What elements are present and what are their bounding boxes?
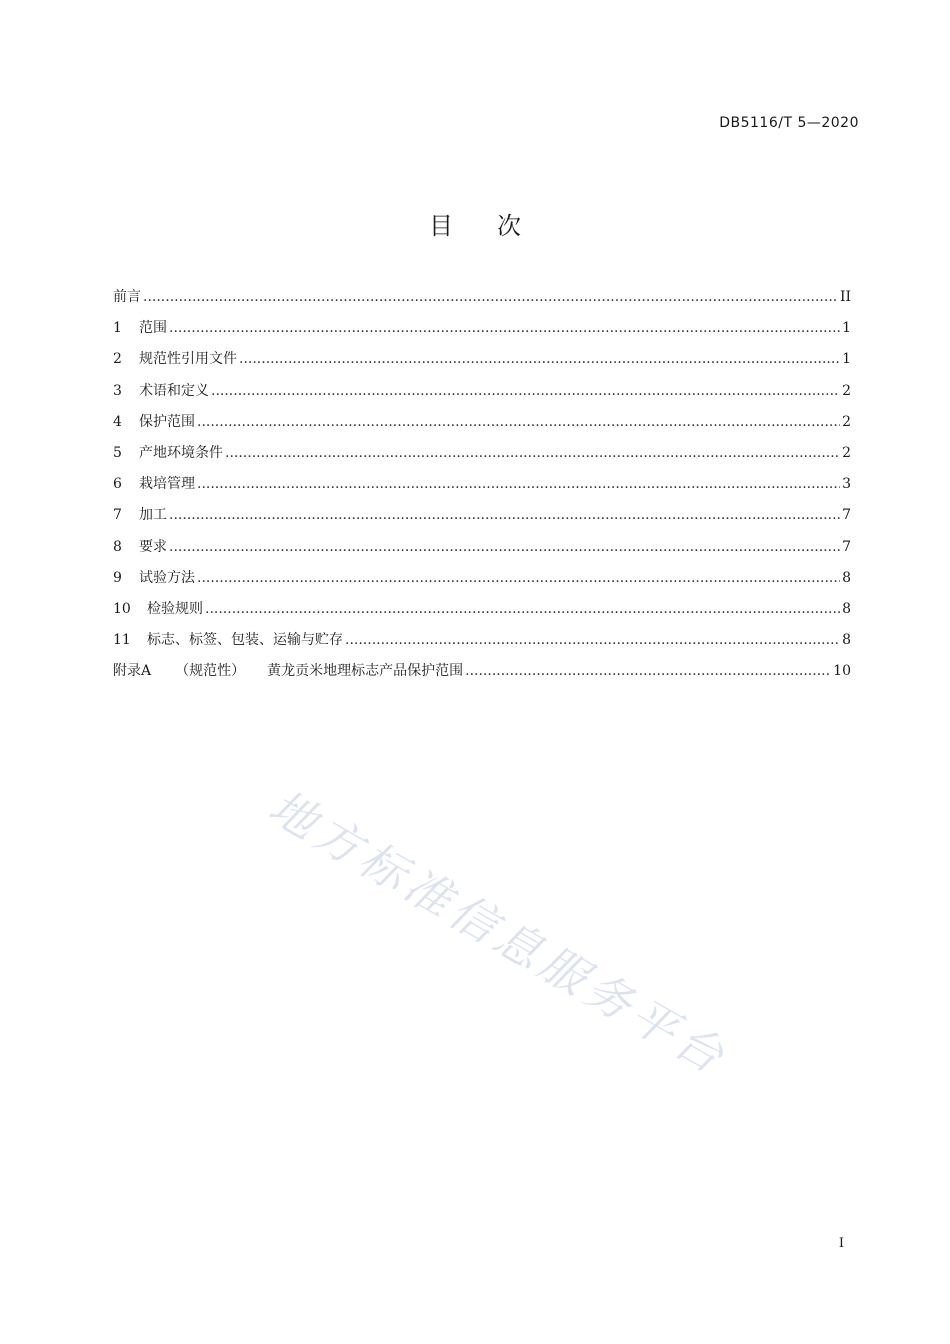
toc-entry-number: 2 <box>113 351 122 368</box>
toc-entry-label: 产地环境条件 <box>139 444 223 461</box>
toc-entry-number: 9 <box>113 569 122 586</box>
toc-entry-page: II <box>839 289 851 305</box>
toc-entry-6[interactable] <box>113 473 851 504</box>
toc-entry-11[interactable] <box>113 629 851 660</box>
toc-entry-4[interactable] <box>113 411 851 442</box>
toc-entry-label: 检验规则 <box>147 600 203 617</box>
toc-entry-page: 8 <box>842 632 851 649</box>
toc-entry-9[interactable] <box>113 567 851 598</box>
toc-entry-page: 7 <box>842 507 851 524</box>
toc-entry-10[interactable] <box>113 598 851 629</box>
toc-entry-3[interactable] <box>113 380 851 411</box>
toc-entry-label: 规范性引用文件 <box>139 351 237 368</box>
toc-entry-8[interactable] <box>113 536 851 567</box>
toc-leader-dots <box>169 317 840 339</box>
toc-entry-page: 1 <box>842 320 851 337</box>
toc-entry-number: 4 <box>113 413 122 430</box>
toc-entry-label: 标志、标签、包装、运输与贮存 <box>147 632 343 649</box>
toc-title: 目次 <box>429 212 565 240</box>
toc-entry-page: 8 <box>842 569 851 586</box>
toc-leader-dots <box>197 473 840 495</box>
toc-entry-label-group <box>175 660 463 682</box>
toc-entry-label: 保护范围 <box>139 413 195 430</box>
toc-entry-label: 术语和定义 <box>139 382 209 399</box>
toc-entry-page: 1 <box>842 351 851 368</box>
toc-entry-1[interactable] <box>113 317 851 348</box>
toc-entry-page: 10 <box>833 663 851 680</box>
toc-entry-appendix-a[interactable] <box>113 660 851 691</box>
toc-leader-dots <box>197 567 840 589</box>
toc-leader-dots <box>197 411 840 433</box>
toc-entry-page: 7 <box>842 538 851 555</box>
toc-entry-label: 范围 <box>139 320 167 337</box>
toc-entry-label: 黄龙贡米地理标志产品保护范围 <box>267 663 464 680</box>
toc-leader-dots <box>225 442 840 464</box>
toc-entry-number: 7 <box>113 507 122 524</box>
toc-entry-label: 加工 <box>139 507 167 524</box>
toc-entry-label: 要求 <box>139 538 167 555</box>
toc-entry-5[interactable] <box>113 442 851 473</box>
page-number: I <box>838 1236 844 1251</box>
toc-leader-dots <box>465 660 831 682</box>
toc-entry-page: 2 <box>842 444 851 461</box>
table-of-contents <box>113 286 851 691</box>
toc-leader-dots <box>169 536 840 558</box>
toc-entry-number: 8 <box>113 538 122 555</box>
toc-entry-page: 2 <box>842 382 851 399</box>
toc-leader-dots <box>239 348 840 370</box>
toc-entry-7[interactable] <box>113 504 851 535</box>
toc-entry-number: 5 <box>113 444 122 461</box>
toc-leader-dots <box>205 598 840 620</box>
toc-entry-number: 3 <box>113 382 122 399</box>
toc-entry-number: 10 <box>113 600 131 617</box>
toc-entry-label: 前言 <box>113 289 141 305</box>
toc-leader-dots <box>211 380 840 402</box>
document-code: DB5116/T 5—2020 <box>719 115 859 131</box>
toc-entry-page: 8 <box>842 600 851 617</box>
toc-entry-number: 6 <box>113 476 122 493</box>
toc-entry-tag: （规范性） <box>175 663 246 680</box>
toc-entry-number: 1 <box>113 320 122 337</box>
toc-entry-number: 11 <box>113 632 131 649</box>
toc-entry-page: 3 <box>842 476 851 493</box>
toc-entry-page: 2 <box>842 413 851 430</box>
toc-entry-label: 栽培管理 <box>139 476 195 493</box>
toc-entry-number: 附录A <box>113 663 152 680</box>
toc-leader-dots <box>169 504 840 526</box>
watermark: 地方标准信息服务平台 <box>259 779 738 1086</box>
toc-leader-dots <box>345 629 840 651</box>
toc-entry-2[interactable] <box>113 348 851 379</box>
toc-entry-foreword[interactable] <box>113 286 851 317</box>
toc-leader-dots <box>143 286 838 308</box>
toc-entry-label: 试验方法 <box>139 569 195 586</box>
